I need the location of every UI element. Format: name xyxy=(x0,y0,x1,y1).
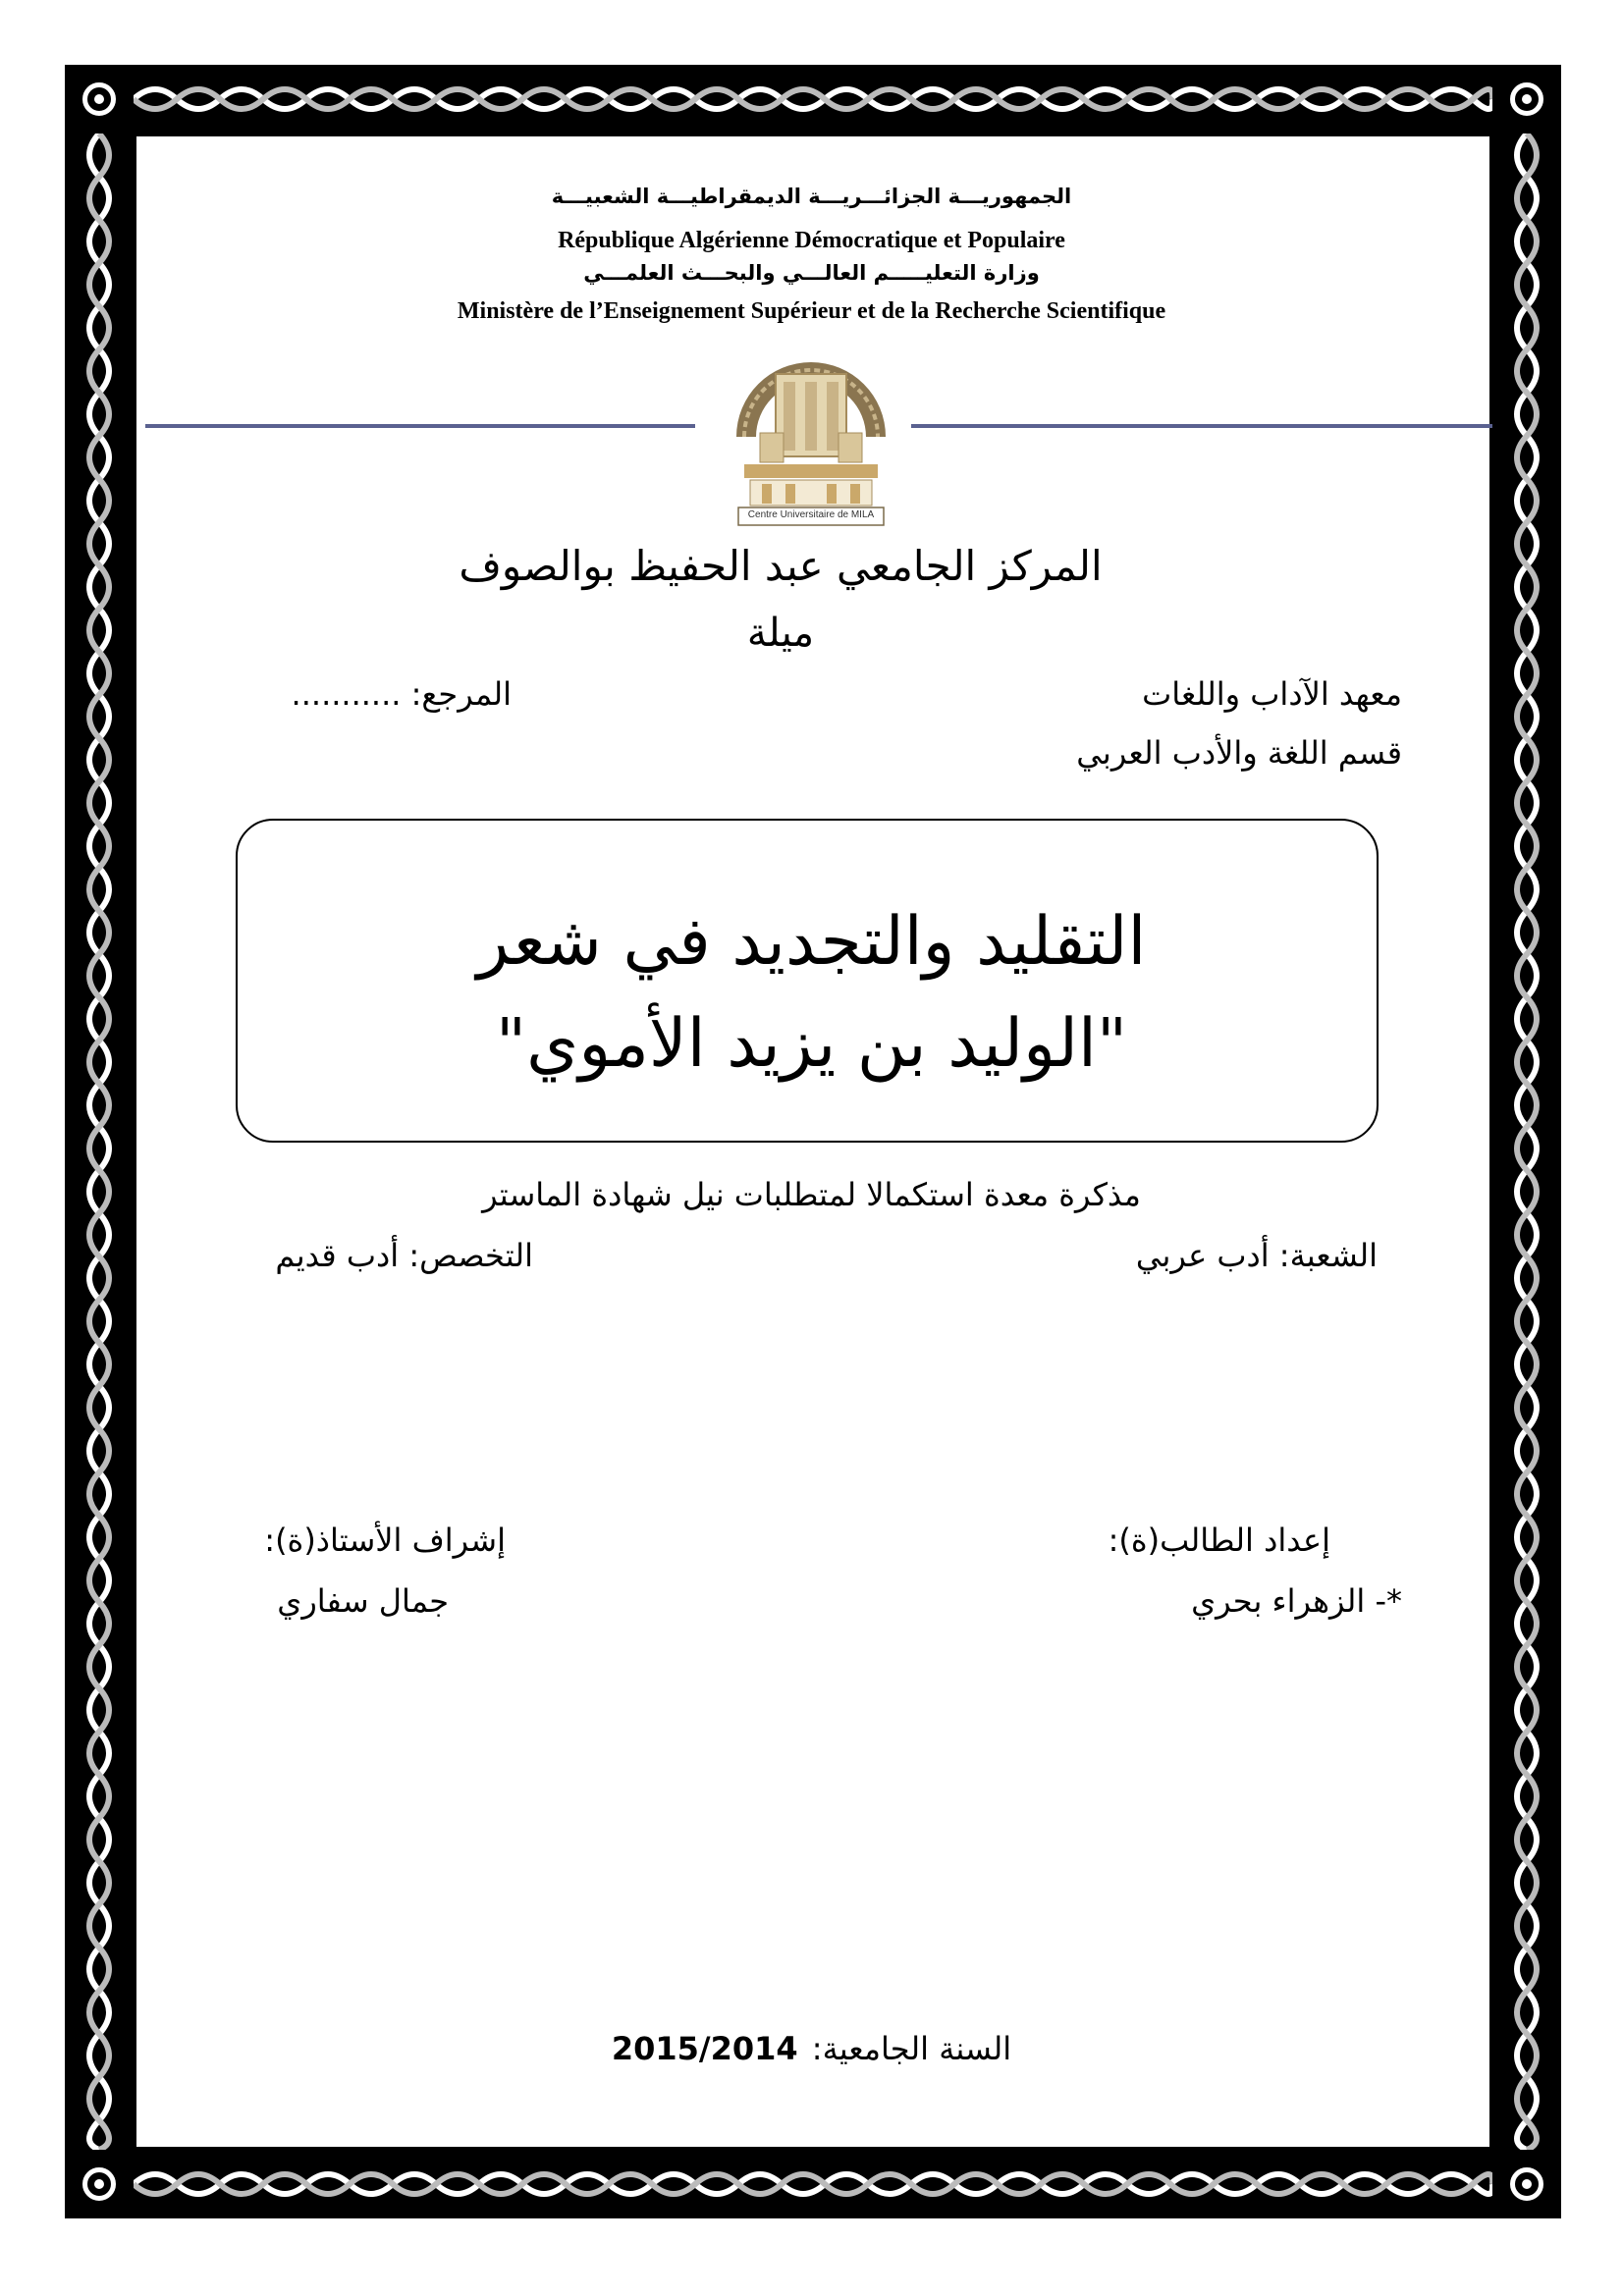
thesis-branch: الشعبة: أدب عربي xyxy=(1135,1237,1378,1274)
republic-arabic: الجمهوريـــة الجزائـــريـــة الديمقراطيـــة الشعبيـــة xyxy=(551,185,1072,208)
logo-caption: Centre Universitaire de MILA xyxy=(747,509,875,520)
republic-french: République Algérienne Démocratique et Populaire xyxy=(558,228,1065,253)
institution-city: ميلة xyxy=(746,611,815,656)
header-rule-right xyxy=(911,424,1492,428)
thesis-title-line1: التقليد والتجديد في شعر xyxy=(476,903,1147,981)
department-name: قسم اللغة والأدب العربي xyxy=(1076,734,1402,772)
institute-name: معهد الآداب واللغات xyxy=(1142,675,1402,713)
institution-name: المركز الجامعي عبد الحفيظ بوالصوف xyxy=(459,542,1103,590)
supervisor-label: إشراف الأستاذ(ة): xyxy=(264,1522,506,1559)
academic-year-value: 2015/2014 xyxy=(611,2030,798,2067)
corner-ornament-bottom-right xyxy=(1492,2150,1561,2218)
academic-year xyxy=(0,2030,1623,2067)
student-label: إعداد الطالب(ة): xyxy=(1108,1522,1330,1559)
reference-label: المرجع: ........... xyxy=(291,675,512,713)
thesis-title-box xyxy=(236,819,1379,1143)
academic-year-label: السنة الجامعية: xyxy=(811,2030,1012,2067)
corner-ornament-top-left xyxy=(65,65,134,133)
header-rule-left xyxy=(145,424,695,428)
thesis-purpose: مذكرة معدة استكمالا لمتطلبات نيل شهادة الماستر xyxy=(482,1176,1141,1213)
thesis-specialty: التخصص: أدب قديم xyxy=(275,1237,533,1274)
university-logo xyxy=(725,339,897,527)
ministry-french: Ministère de l’Enseignement Supérieur et de la Recherche Scientifique xyxy=(457,298,1166,324)
ministry-arabic: وزارة التعليـــــم العالـــي والبحـــث العلمـــي xyxy=(583,261,1040,285)
student-name: *- الزهراء بحري xyxy=(1191,1582,1402,1620)
thesis-title-line2: "الوليد بن يزيد الأموي" xyxy=(495,1005,1128,1083)
corner-ornament-bottom-left xyxy=(65,2150,134,2218)
supervisor-name: جمال سفاري xyxy=(277,1582,449,1620)
corner-ornament-top-right xyxy=(1492,65,1561,133)
